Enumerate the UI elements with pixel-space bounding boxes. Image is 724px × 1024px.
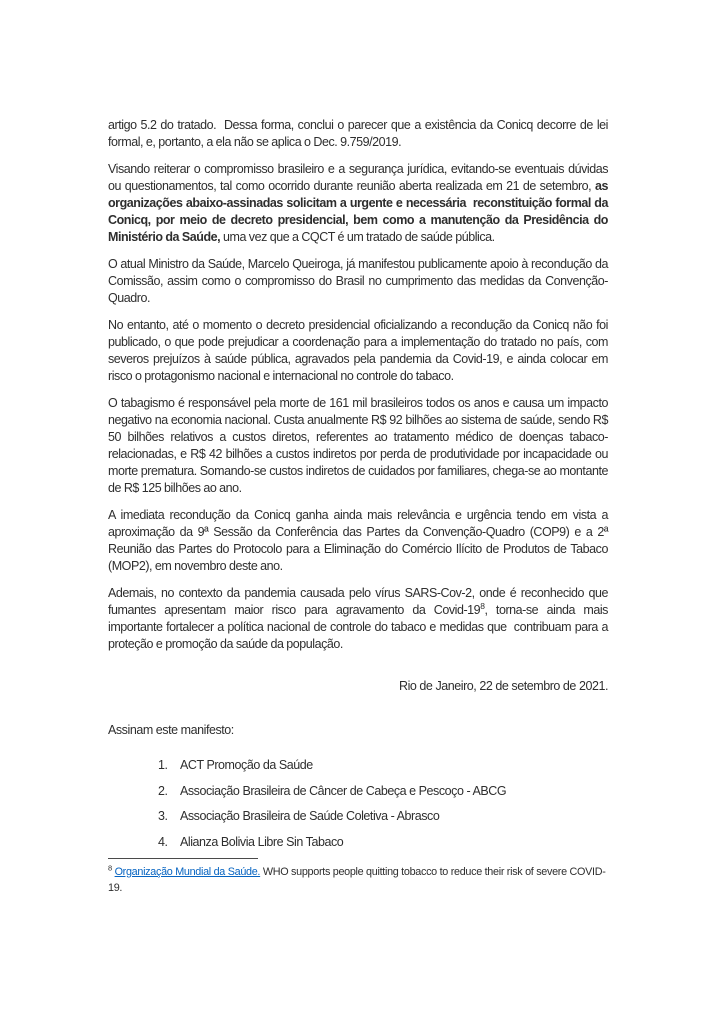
date-line: Rio de Janeiro, 22 de setembro de 2021. (399, 679, 608, 693)
paragraph (108, 161, 608, 246)
paragraph (108, 317, 608, 385)
signatory-item (158, 779, 608, 805)
text-run: uma vez que a CQCT é um tratado de saúde pública. (220, 230, 495, 244)
document-body (108, 117, 608, 663)
footnote-link[interactable]: Organização Mundial da Saúde. (114, 866, 261, 878)
text-run: , torna-se ainda mais importante fortalecer a política nacional de controle do tabaco e medidas que contribuam para a proteção e promoção da saúde da população. (108, 603, 608, 651)
text-run: Visando reiterar o compromisso brasileiro e a segurança jurídica, evitando-se eventuais dúvidas ou questionamentos, tal como ocorrido durante reunião aberta realizada em 21 de setembro, (108, 162, 608, 193)
signatories-intro: Assinam este manifesto: (108, 723, 234, 737)
paragraph (108, 117, 608, 151)
text-run: Ademais, no contexto da pandemia causada pelo vírus SARS-Cov-2, onde é reconhecido que fumantes apresentam maior risco para agravamento da Covid-19 (108, 586, 608, 617)
paragraph (108, 256, 608, 307)
signatories-section (108, 722, 608, 855)
signatory-item (158, 830, 608, 856)
signatory-number: 1. (158, 758, 168, 772)
signatory-item (158, 804, 608, 830)
footnote-section (108, 858, 608, 896)
text-run: artigo 5.2 do tratado. Dessa forma, conclui o parecer que a existência da Conicq decorre de lei formal, e, portanto, a ela não se aplica o Dec. 9.759/2019. (108, 118, 608, 149)
paragraph (108, 395, 608, 497)
signatory-name: Associação Brasileira de Câncer de Cabeça e Pescoço - ABCG (180, 783, 507, 798)
text-run: A imediata recondução da Conicq ganha ainda mais relevância e urgência tendo em vista a aproximação da 9ª Sessão da Conferência das Partes da Convenção-Quadro (COP9) e a 2ª Reunião das Partes do Protocolo para a Eliminação do Comércio Ilícito de Produtos de Tabaco (MOP2), em novembro deste ano. (108, 508, 608, 573)
signatory-number: 3. (158, 809, 168, 823)
footnote-text: WHO supports people quitting tobacco to reduce their risk of severe COVID-19. (108, 866, 606, 894)
signatory-number: 2. (158, 783, 168, 798)
text-run: as organizações abaixo-assinadas solicitam a urgente e necessária reconstituição formal da Conicq, por meio de decreto presidencial, bem como a manutenção da Presidência do Ministério da Saúde, (108, 179, 608, 244)
text-run: No entanto, até o momento o decreto presidencial oficializando a recondução da Conicq não foi publicado, o que pode prejudicar a coordenação para a implementação do tratado no país, com severos prejuízos à saúde pública, agravados pela pandemia da Covid-19, e ainda colocar em risco o protagonismo nacional e internacional no controle do tabaco. (108, 318, 608, 383)
footnote-marker: 8 (108, 863, 112, 873)
paragraph (108, 585, 608, 653)
signatories-list (108, 753, 608, 855)
signatory-name: Associação Brasileira de Saúde Coletiva - Abrasco (180, 809, 440, 823)
text-run: O atual Ministro da Saúde, Marcelo Queiroga, já manifestou publicamente apoio à recondução da Comissão, assim como o compromisso do Brasil no cumprimento das medidas da Convenção-Quadro. (108, 257, 608, 305)
signatory-item (158, 753, 608, 779)
signatory-number: 4. (158, 834, 168, 849)
footnote-reference: 8 (480, 600, 485, 611)
paragraph (108, 507, 608, 575)
text-run: O tabagismo é responsável pela morte de 161 mil brasileiros todos os anos e causa um impacto negativo na economia nacional. Custa anualmente R$ 92 bilhões ao sistema de saúde, sendo R$ 50 bilhões relativos a custos diretos, referentes ao tratamento médico de doenças tabaco-relacionadas, e R$ 42 bilhões a custos indiretos por perda de produtividade por incapacidade ou morte prematura. Somando-se custos indiretos de cuidados por familiares, chega-se ao montante de R$ 125 bilhões ao ano. (108, 396, 608, 495)
footnote (108, 865, 608, 896)
signatory-name: ACT Promoção da Saúde (180, 758, 313, 772)
signatory-name: Alianza Bolivia Libre Sin Tabaco (180, 834, 344, 849)
footnote-separator (108, 858, 258, 859)
